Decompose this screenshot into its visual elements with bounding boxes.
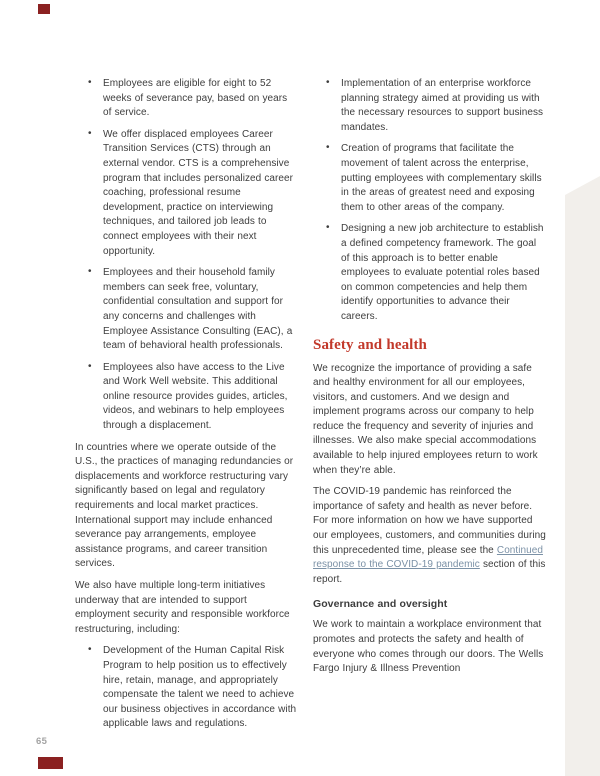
list-item <box>75 128 297 259</box>
subheading-governance-and-oversight: Governance and oversight <box>313 598 448 611</box>
paragraph-covid <box>313 485 547 587</box>
list-item-text: Employees are eligible for eight to 52 weeks of severance pay, based on years of service. <box>103 78 288 119</box>
bullet-dot: • <box>326 77 330 88</box>
list-item <box>313 77 547 135</box>
list-item-text: Employees also have access to the Live and Work Well website. This additional online resource provides guides, articles, videos, and webinars to help employees through a displacement. <box>103 361 288 432</box>
paragraph-international-support: In countries where we operate outside of the U.S., the practices of managing redundancies or displacements and workforce restructuring vary significantly based on legal and regulatory requirements and local market practices. International support may include enhanced severance pay arrangements, employee assistance programs, and career transition services. <box>75 441 294 570</box>
list-item <box>75 77 297 121</box>
list-item <box>75 361 297 434</box>
list-item-text: We offer displaced employees Career Transition Services (CTS) through an external vendor. CTS is a comprehensive program that includes personalized career coaching, professional resume development, practice on interviewing techniques, and tailored job leads to connect employees with their next opportunity. <box>103 128 294 257</box>
list-item-text: Designing a new job architecture to establish a defined competency framework. The goal of this approach is to better enable employees to evaluate potential roles based on common competencies and help them identify opportunities to advance their careers. <box>341 223 544 322</box>
bullet-dot: • <box>88 266 92 278</box>
initiatives-bullet-list-continued <box>313 77 547 325</box>
background-diagonal-shape <box>565 176 600 776</box>
list-item <box>313 222 547 324</box>
bullet-dot: • <box>88 127 92 139</box>
initiatives-bullet-list <box>75 644 297 732</box>
covid-text-after: section of this report. <box>313 559 546 585</box>
covid-response-link[interactable]: Continued response to the COVID-19 pandemic <box>313 544 543 571</box>
list-item-text: Creation of programs that facilitate the movement of talent across the enterprise, putting employees with complementary skills in the areas of greatest need and exposing them to other areas of the company. <box>341 143 542 213</box>
paragraph-safe-environment: We recognize the importance of providing a safe and healthy environment for all our employees, visitors, and customers. And we design and implement programs across our company to help reduce the frequency and severity of injuries and illnesses. We also make special accommodations available to help injured employees return to work when they’re able. <box>313 362 538 476</box>
list-item <box>313 142 547 215</box>
list-item <box>75 266 297 354</box>
bullet-dot: • <box>88 644 92 656</box>
bullet-dot: • <box>88 360 92 372</box>
right-column <box>313 77 547 684</box>
section-heading-safety-and-health: Safety and health <box>313 336 427 353</box>
severance-bullet-list <box>75 77 297 434</box>
page-number: 65 <box>36 736 48 747</box>
bullet-dot: • <box>326 222 330 234</box>
paragraph-workplace-environment: We work to maintain a workplace environment that promotes and protects the safety and health of everyone who comes through our doors. The Wells Fargo Injury & Illness Prevention <box>313 619 544 675</box>
list-item <box>75 644 297 732</box>
paragraph-long-term-initiatives: We also have multiple long-term initiatives underway that are intended to support employment security and responsible workforce restructuring, including: <box>75 580 290 635</box>
list-item-text: Implementation of an enterprise workforce planning strategy aimed at providing us with the necessary resources to support business mandates. <box>341 78 544 133</box>
covid-text-before: The COVID-19 pandemic has reinforced the importance of safety and health as never before. For more information on how we have supported our employees, customers, and communities during this unprecedented time, please see the <box>313 486 546 556</box>
corner-accent-bottom <box>38 757 63 769</box>
list-item-text: Development of the Human Capital Risk Program to help position us to effectively hire, retain, manage, and appropriately compensate the talent we need to achieve our business objectives in accordance with applicable laws and regulations. <box>103 645 297 730</box>
list-item-text: Employees and their household family members can seek free, voluntary, confidential consultation and support for any concerns and challenges with Employee Assistance Consulting (EAC), a team of behavioral health professionals. <box>103 267 293 352</box>
left-column <box>75 77 297 739</box>
corner-accent-top <box>38 4 50 14</box>
bullet-dot: • <box>326 142 330 154</box>
bullet-dot: • <box>88 77 92 88</box>
